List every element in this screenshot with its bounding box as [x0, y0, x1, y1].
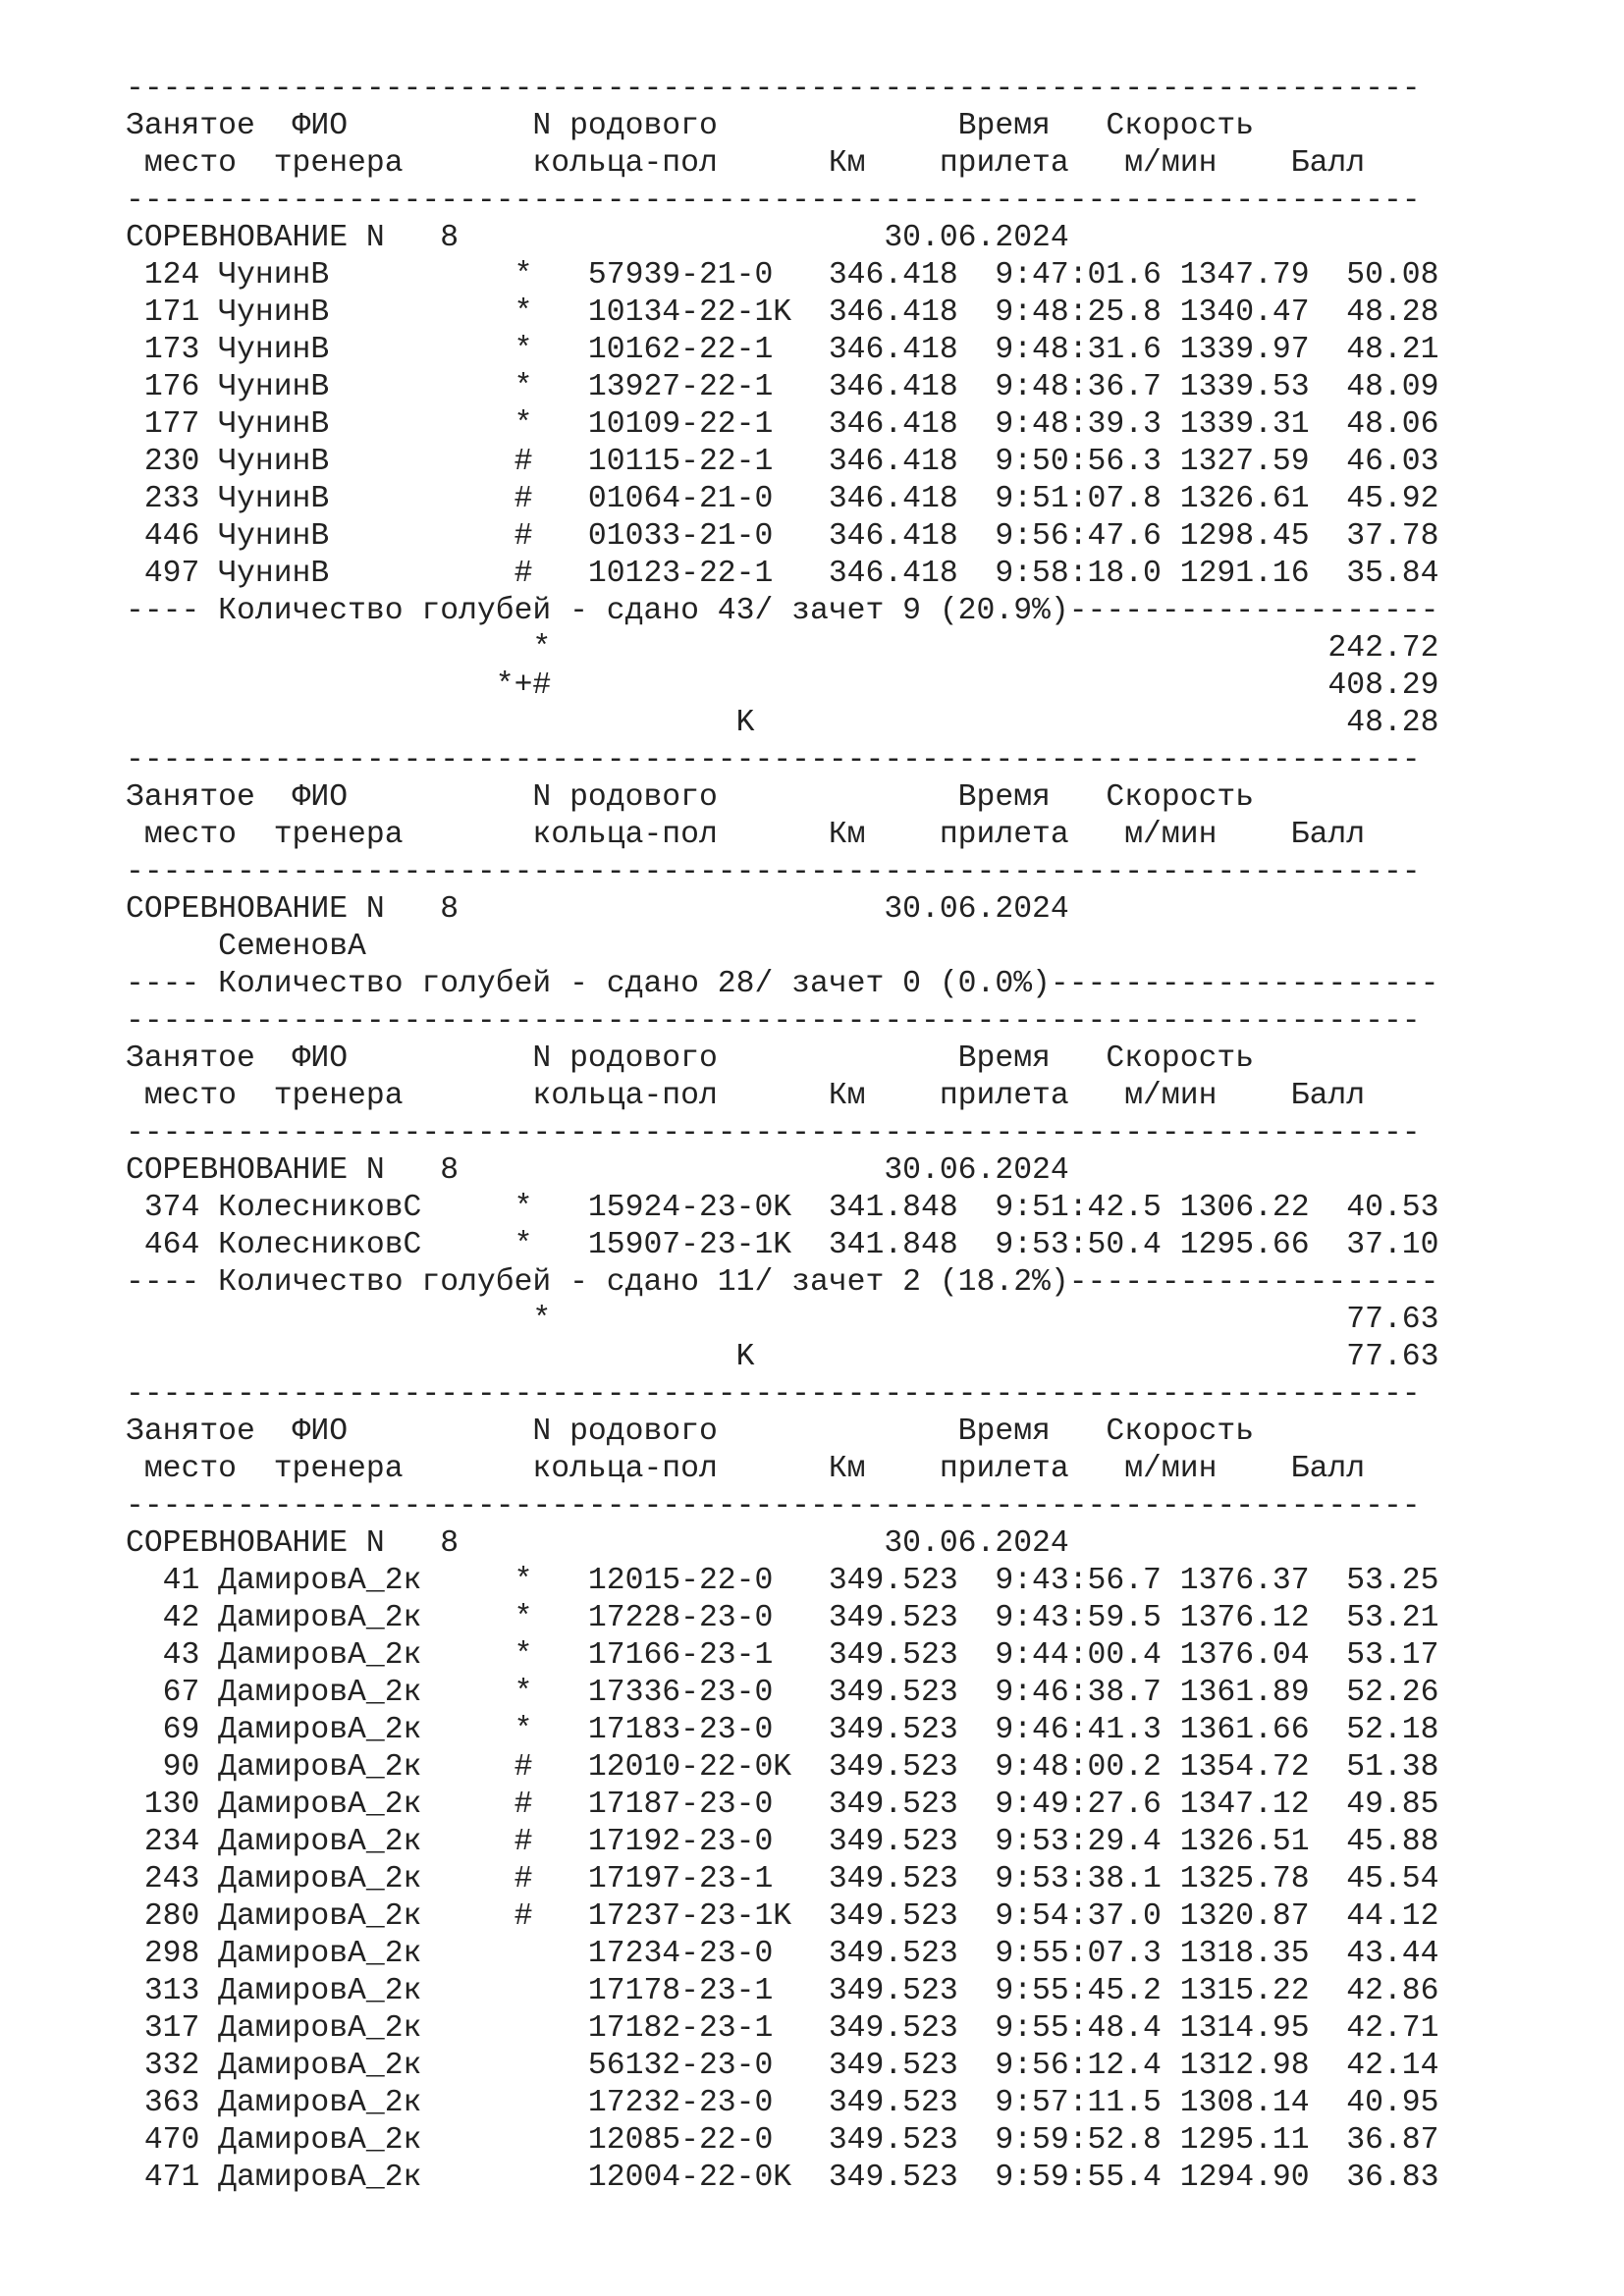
report-line: 69 ДамировА_2к * 17183-23-0 349.523 9:46:41.3 1361.66 52.18: [126, 1713, 1439, 1747]
report-line: Занятое ФИО N родового Время Скорость: [126, 109, 1255, 143]
report-line: место тренера кольца-пол Км прилета м/мин Балл: [126, 146, 1366, 181]
report-line: 470 ДамировА_2к 12085-22-0 349.523 9:59:52.8 1295.11 36.87: [126, 2123, 1439, 2158]
report-line: ----------------------------------------------------------------------: [126, 72, 1421, 106]
report-line: СеменовА: [126, 930, 366, 964]
report-line: [126, 2197, 1559, 2234]
report-line: Занятое ФИО N родового Время Скорость: [126, 1041, 1255, 1076]
report-line: ---- Количество голубей - сдано 11/ зачет 2 (18.2%)--------------------: [126, 1265, 1439, 1300]
report-line: 280 ДамировА_2к # 17237-23-1K 349.523 9:54:37.0 1320.87 44.12: [126, 1899, 1439, 1934]
report-line: 233 ЧунинВ # 01064-21-0 346.418 9:51:07.8 1326.61 45.92: [126, 482, 1439, 516]
report-line: 243 ДамировА_2к # 17197-23-1 349.523 9:53:38.1 1325.78 45.54: [126, 1862, 1439, 1896]
report-line: ---- Количество голубей - сдано 43/ зачет 9 (20.9%)--------------------: [126, 594, 1439, 628]
report-line: 67 ДамировА_2к * 17336-23-0 349.523 9:46:38.7 1361.89 52.26: [126, 1676, 1439, 1710]
report-line: 41 ДамировА_2к * 12015-22-0 349.523 9:43:56.7 1376.37 53.25: [126, 1564, 1439, 1598]
report-line: Занятое ФИО N родового Время Скорость: [126, 780, 1255, 815]
report-line: 42 ДамировА_2к * 17228-23-0 349.523 9:43:59.5 1376.12 53.21: [126, 1601, 1439, 1635]
race-results-report: [126, 71, 1559, 2234]
report-line: ----------------------------------------------------------------------: [126, 743, 1421, 777]
report-line: 298 ДамировА_2к 17234-23-0 349.523 9:55:07.3 1318.35 43.44: [126, 1937, 1439, 1971]
report-line: 230 ЧунинВ # 10115-22-1 346.418 9:50:56.3 1327.59 46.03: [126, 445, 1439, 479]
report-line: ----------------------------------------------------------------------: [126, 1116, 1421, 1150]
report-line: место тренера кольца-пол Км прилета м/мин Балл: [126, 1079, 1366, 1113]
report-line: 173 ЧунинВ * 10162-22-1 346.418 9:48:31.6 1339.97 48.21: [126, 333, 1439, 367]
report-line: ----------------------------------------------------------------------: [126, 1004, 1421, 1039]
report-line: 332 ДамировА_2к 56132-23-0 349.523 9:56:12.4 1312.98 42.14: [126, 2049, 1439, 2083]
report-line: 234 ДамировА_2к # 17192-23-0 349.523 9:53:29.4 1326.51 45.88: [126, 1825, 1439, 1859]
report-line: 497 ЧунинВ # 10123-22-1 346.418 9:58:18.0 1291.16 35.84: [126, 557, 1439, 591]
report-line: ----------------------------------------------------------------------: [126, 855, 1421, 889]
report-line: место тренера кольца-пол Км прилета м/мин Балл: [126, 1452, 1366, 1486]
report-line: СОРЕВНОВАНИЕ N 8 30.06.2024: [126, 221, 1069, 255]
report-line: 446 ЧунинВ # 01033-21-0 346.418 9:56:47.6 1298.45 37.78: [126, 519, 1439, 554]
report-line: ----------------------------------------------------------------------: [126, 184, 1421, 218]
report-line: СОРЕВНОВАНИЕ N 8 30.06.2024: [126, 1526, 1069, 1561]
report-line: ----------------------------------------------------------------------: [126, 1377, 1421, 1412]
report-line: K 48.28: [126, 706, 1439, 740]
report-line: 471 ДамировА_2к 12004-22-0K 349.523 9:59:55.4 1294.90 36.83: [126, 2161, 1439, 2195]
report-line: *+# 408.29: [126, 668, 1439, 703]
report-line: 171 ЧунинВ * 10134-22-1K 346.418 9:48:25.8 1340.47 48.28: [126, 295, 1439, 330]
report-line: ----------------------------------------------------------------------: [126, 1489, 1421, 1523]
report-line: 130 ДамировА_2к # 17187-23-0 349.523 9:49:27.6 1347.12 49.85: [126, 1788, 1439, 1822]
report-line: ---- Количество голубей - сдано 28/ зачет 0 (0.0%)---------------------: [126, 967, 1439, 1001]
report-line: 464 КолесниковС * 15907-23-1K 341.848 9:53:50.4 1295.66 37.10: [126, 1228, 1439, 1262]
report-line: 43 ДамировА_2к * 17166-23-1 349.523 9:44:00.4 1376.04 53.17: [126, 1638, 1439, 1673]
report-line: Занятое ФИО N родового Время Скорость: [126, 1415, 1255, 1449]
report-line: * 242.72: [126, 631, 1439, 666]
report-line: 176 ЧунинВ * 13927-22-1 346.418 9:48:36.7 1339.53 48.09: [126, 370, 1439, 404]
report-line: 313 ДамировА_2к 17178-23-1 349.523 9:55:45.2 1315.22 42.86: [126, 1974, 1439, 2008]
report-line: 177 ЧунинВ * 10109-22-1 346.418 9:48:39.3 1339.31 48.06: [126, 407, 1439, 442]
report-line: 90 ДамировА_2к # 12010-22-0K 349.523 9:48:00.2 1354.72 51.38: [126, 1750, 1439, 1785]
report-line: 317 ДамировА_2к 17182-23-1 349.523 9:55:48.4 1314.95 42.71: [126, 2011, 1439, 2046]
report-line: 363 ДамировА_2к 17232-23-0 349.523 9:57:11.5 1308.14 40.95: [126, 2086, 1439, 2120]
report-line: 124 ЧунинВ * 57939-21-0 346.418 9:47:01.6 1347.79 50.08: [126, 258, 1439, 293]
report-line: место тренера кольца-пол Км прилета м/мин Балл: [126, 818, 1366, 852]
report-line: СОРЕВНОВАНИЕ N 8 30.06.2024: [126, 892, 1069, 927]
report-line: 374 КолесниковС * 15924-23-0K 341.848 9:51:42.5 1306.22 40.53: [126, 1191, 1439, 1225]
report-line: K 77.63: [126, 1340, 1439, 1374]
report-line: СОРЕВНОВАНИЕ N 8 30.06.2024: [126, 1153, 1069, 1188]
report-line: * 77.63: [126, 1303, 1439, 1337]
